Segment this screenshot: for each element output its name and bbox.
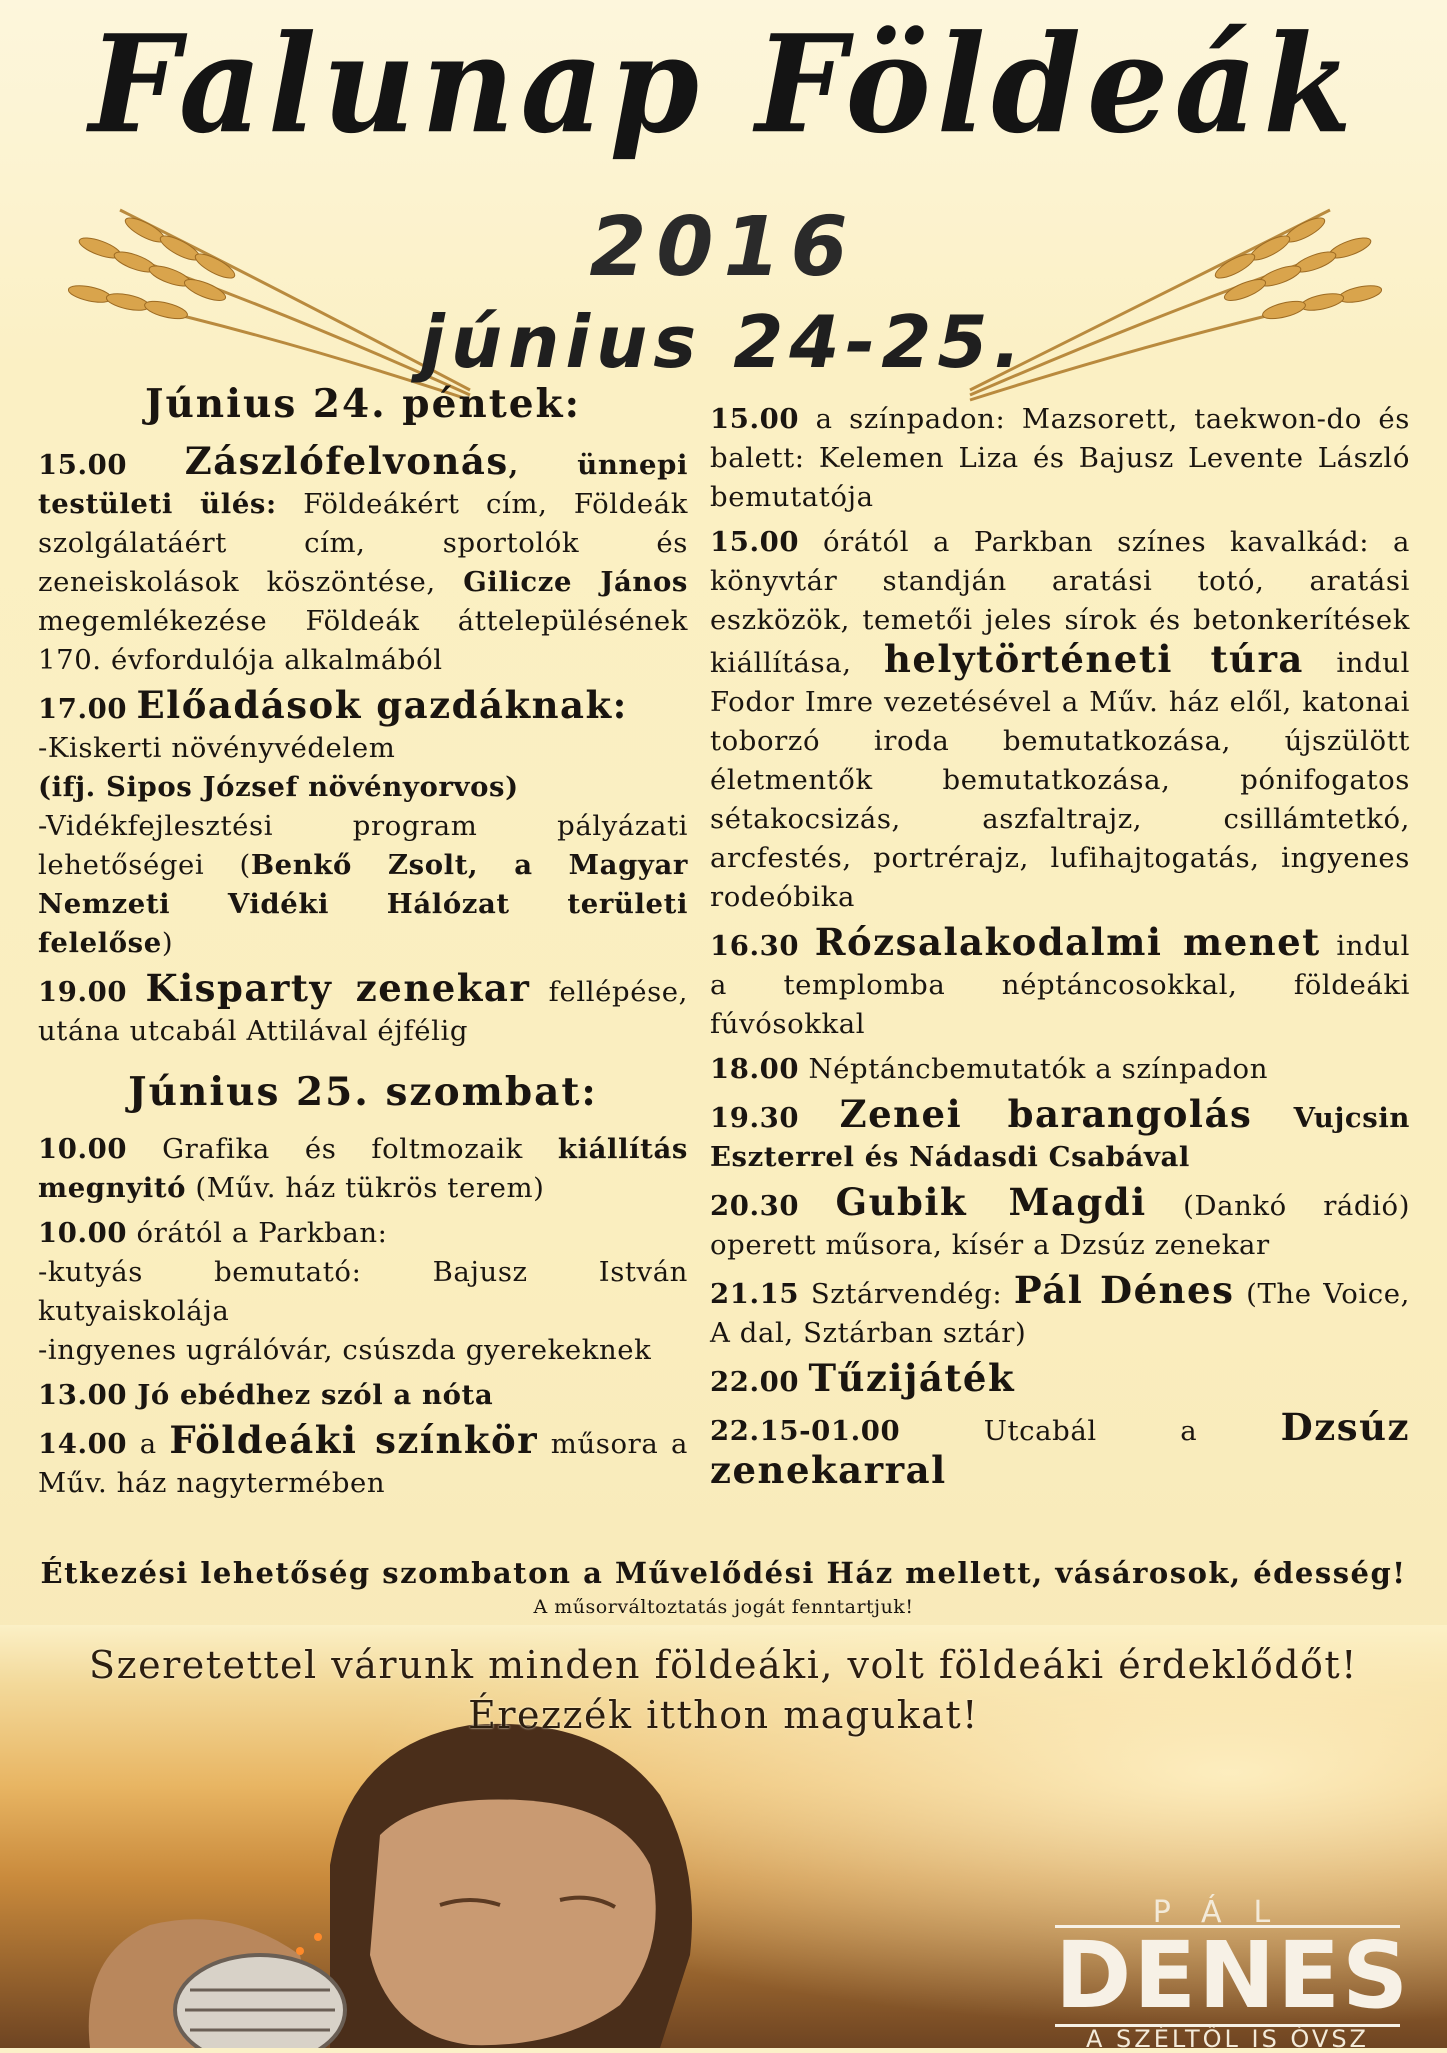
event-line: -kutyás bemutató: Bajusz István kutyaiskolája (38, 1256, 688, 1327)
right-column (710, 400, 1410, 1500)
event-time: 15.00 (38, 449, 128, 481)
poster-year: 2016 (589, 200, 858, 295)
event-time: 18.00 (710, 1053, 800, 1085)
event-title: Dzsúz zenekarral (710, 1405, 1410, 1492)
event-1000-exhibit (38, 1130, 688, 1208)
day1-heading: Június 24. péntek: (145, 381, 581, 427)
event-1700-lectures (38, 683, 688, 963)
event-text: Grafika és foltmozaik (127, 1133, 558, 1165)
event-1000-park (38, 1214, 688, 1370)
logo-pal: PÁL (1152, 1895, 1303, 1930)
event-text: Sztárvendég: (799, 1278, 1014, 1310)
event-time: 17.00 (38, 693, 128, 725)
event-time: 19.00 (38, 976, 128, 1008)
event-time: 22.15-01.00 (710, 1415, 901, 1447)
event-subtitle: , ünnepi testületi ülés: (38, 449, 688, 520)
event-text: Utcabál a (900, 1415, 1281, 1447)
event-title: kiállítás megnyitó (38, 1133, 688, 1204)
event-subtitle: Vujcsin Eszterrel és Nádasdi Csabával (710, 1102, 1410, 1173)
event-text: megemlékezése Földeák áttelepülésének 170. évfordulója alkalmából (38, 605, 688, 676)
event-time: 16.30 (710, 930, 800, 962)
event-time: 15.00 (710, 526, 800, 558)
event-title: helytörténeti túra (883, 637, 1304, 681)
welcome-message (0, 1640, 1447, 1740)
welcome-line-1: Szeretettel várunk minden földeáki, volt földeáki érdeklődőt! (89, 1643, 1358, 1687)
event-time: 19.30 (710, 1102, 800, 1134)
event-2200-fireworks (710, 1356, 1410, 1402)
event-line: (ifj. Sipos József növényorvos) (38, 771, 519, 803)
event-text: órától a Parkban: (127, 1217, 388, 1249)
event-2115-star (710, 1268, 1411, 1353)
event-1900-kisparty (38, 966, 688, 1051)
event-time: 13.00 (38, 1379, 128, 1411)
event-1400-theatre (38, 1418, 689, 1503)
event-name: Gilicze János (463, 566, 688, 598)
event-2215-streetball (710, 1405, 1410, 1494)
event-title: Rózsalakodalmi menet (814, 920, 1321, 964)
event-text: műsora a Műv. ház nagytermében (38, 1428, 689, 1499)
food-info: Étkezési lehetőség szombaton a Művelődési Ház mellett, vásárosok, édesség! (40, 1556, 1407, 1590)
event-text: indul a templomba néptáncosokkal, földeáki fúvósokkal (710, 930, 1410, 1040)
event-time: 14.00 (38, 1428, 128, 1460)
event-text: órától a Parkban színes kavalkád: a könyvtár standján aratási totó, aratási eszközök, temetői jeles sírok és betonkerítések kiállítása, (710, 526, 1410, 679)
pal-denes-logo (1055, 1895, 1411, 2053)
event-line: -Vidékfejlesztési program pályázati lehetőségei ( (38, 810, 688, 881)
event-title: Zászlófelvonás (184, 439, 509, 483)
welcome-line-2: Érezzék itthon magukat! (468, 1693, 979, 1737)
left-column (38, 381, 689, 1509)
event-time: 10.00 (38, 1133, 128, 1165)
event-title: Jó ebédhez szól a nóta (127, 1379, 494, 1411)
event-line: -Kiskerti növényvédelem (38, 732, 396, 764)
event-text: a (127, 1428, 170, 1460)
event-line: ) (161, 927, 174, 959)
event-time: 20.30 (710, 1190, 800, 1222)
event-name: Benkő Zsolt, a Magyar Nemzeti Vidéki Hálózat területi felelőse (38, 849, 688, 959)
event-text: (Dankó rádió) operett műsora, kísér a Dzsúz zenekar (710, 1190, 1411, 1261)
event-title: Tűzijáték (808, 1356, 1016, 1400)
event-title: Pál Dénes (1013, 1268, 1235, 1312)
day2-heading: Június 25. szombat: (128, 1069, 598, 1115)
event-2030-gubik (710, 1180, 1411, 1265)
event-1800-folkdance (710, 1050, 1410, 1089)
event-1500-flag (38, 439, 688, 680)
event-time: 10.00 (38, 1217, 128, 1249)
event-1630-procession (710, 920, 1410, 1044)
event-line: -ingyenes ugrálóvár, csúszda gyerekeknek (38, 1334, 652, 1366)
poster-dates: június 24-25. (420, 300, 1027, 384)
event-title: Zenei barangolás (839, 1092, 1253, 1136)
event-1930-music (710, 1092, 1410, 1177)
event-time: 21.15 (710, 1278, 800, 1310)
event-title: Gubik Magdi (835, 1180, 1147, 1224)
event-text: a színpadon: Mazsorett, taekwon-do és balett: Kelemen Liza és Bajusz Levente László bemutatója (710, 403, 1410, 513)
event-text: Néptáncbemutatók a színpadon (799, 1053, 1269, 1085)
event-1300-lunch (38, 1376, 688, 1415)
event-1500-park (710, 523, 1410, 917)
event-text: Földeákért cím, Földeák szolgálatáért cím, sportolók és zeneiskolások köszöntése, (38, 488, 688, 598)
logo-denes: DENES (1055, 1922, 1411, 2029)
event-text: (The Voice, A dal, Sztárban sztár) (710, 1278, 1411, 1349)
event-time: 15.00 (710, 403, 800, 435)
event-time: 22.00 (710, 1366, 800, 1398)
event-title: Földeáki színkör (169, 1418, 539, 1462)
event-title: Kisparty zenekar (145, 966, 531, 1010)
program-change-note: A műsorváltoztatás jogát fenntartjuk! (533, 1596, 914, 1618)
event-title: Előadások gazdáknak: (136, 683, 628, 727)
event-text: (Műv. ház tükrös terem) (186, 1172, 545, 1204)
poster-title: Falunap Földeák (89, 6, 1358, 164)
event-text: fellépése, utána utcabál Attilával éjfélig (38, 976, 688, 1047)
event-text: indul Fodor Imre vezetésével a Műv. ház elől, katonai toborzó iroda bemutatkozása, újszülött életmentők bemutatkozása, pónifogatos sétakocsizás, aszfaltrajz, csillámtetkó, arcfestés, portrérajz, lufihajtogatás, ingyenes rodeóbika (710, 647, 1410, 913)
logo-slogan: A SZÉLTŐL IS ÓVSZ (1085, 2025, 1369, 2053)
event-1500-stage (710, 400, 1410, 517)
